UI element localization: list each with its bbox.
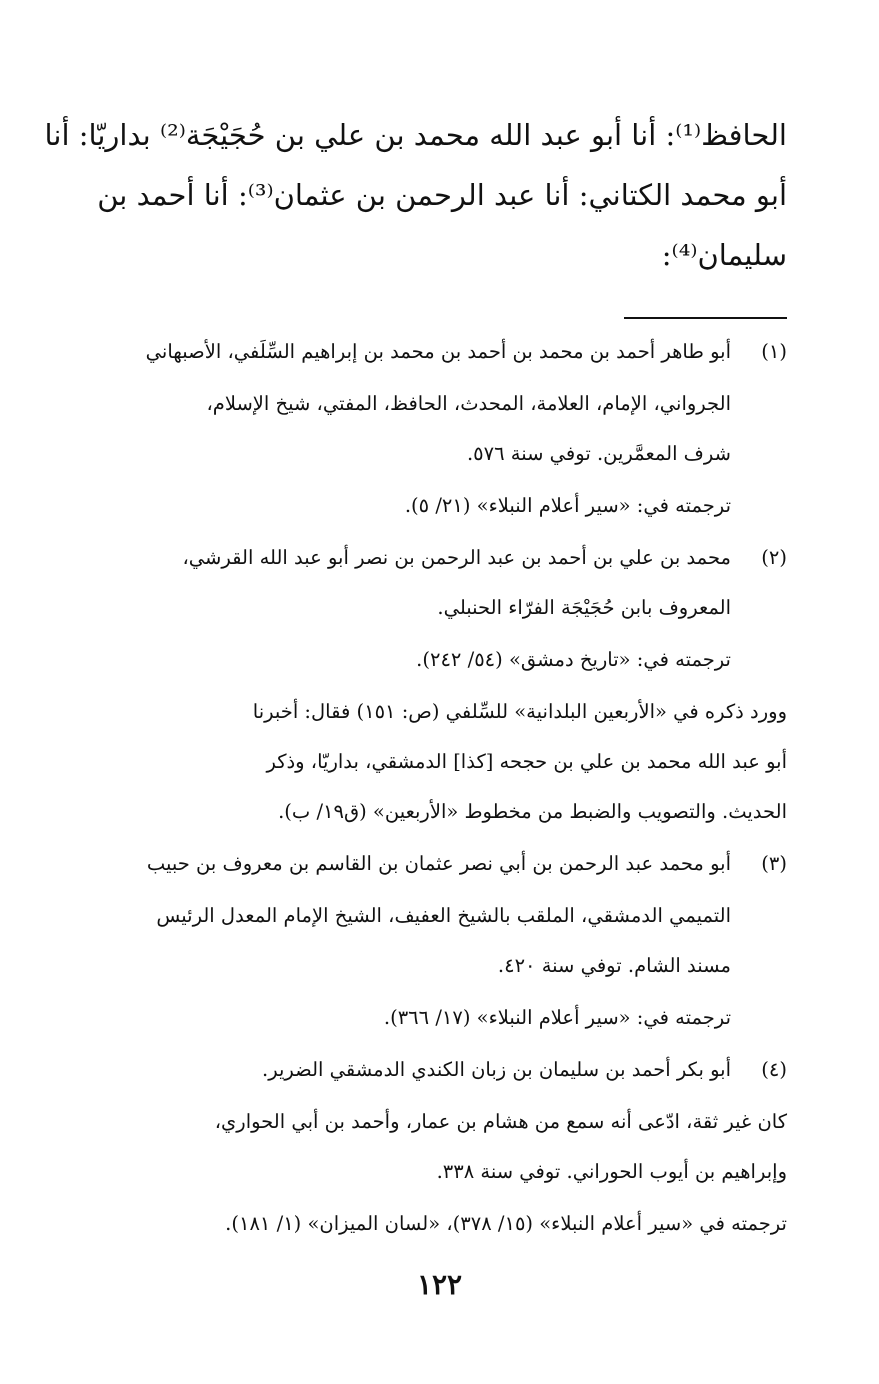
- footnote-line: مسند الشام. توفي سنة ٤٢٠.: [497, 954, 731, 977]
- footnote-line: أبو عبد الله محمد بن علي بن حجحه [كذا] الدمشقي، بداريّا، وذكر: [266, 750, 787, 773]
- main-text-line-2: أبو محمد الكتاني: أنا عبد الرحمن بن عثمان⁽³⁾: أنا أحمد بن: [97, 178, 787, 212]
- footnote-line: ترجمته في: «سير أعلام النبلاء» (١٧/ ٣٦٦).: [383, 1006, 731, 1029]
- footnote-line: التميمي الدمشقي، الملقب بالشيخ العفيف، الشيخ الإمام المعدل الرئيس: [156, 904, 731, 927]
- footnote-line: الحديث. والتصويب والضبط من مخطوط «الأربعين» (ق١٩/ ب).: [278, 800, 787, 823]
- footnote-line: وورد ذكره في «الأربعين البلدانية» للسِّلفي (ص: ١٥١) فقال: أخبرنا: [252, 700, 787, 723]
- footnote-line: ترجمته في «سير أعلام النبلاء» (١٥/ ٣٧٨)، «لسان الميزان» (١/ ١٨١).: [225, 1212, 787, 1235]
- footnote-line: وإبراهيم بن أيوب الحوراني. توفي سنة ٣٣٨.: [436, 1160, 787, 1183]
- footnote-line: ترجمته في: «تاريخ دمشق» (٥٤/ ٢٤٢).: [416, 648, 731, 671]
- footnote-number: (١): [761, 340, 787, 363]
- footnote-line: أبو طاهر أحمد بن محمد بن أحمد بن محمد بن إبراهيم السِّلَفي، الأصبهاني: [145, 340, 731, 363]
- page-number: ١٢٢: [416, 1268, 463, 1301]
- footnote-divider: [624, 317, 787, 319]
- footnote-line: الجرواني، الإمام، العلامة، المحدث، الحافظ، المفتي، شيخ الإسلام،: [206, 392, 731, 415]
- footnote-number: (٤): [761, 1058, 787, 1081]
- footnote-number: (٣): [761, 852, 787, 875]
- footnote-line: ترجمته في: «سير أعلام النبلاء» (٢١/ ٥).: [404, 494, 731, 517]
- footnote-line: شرف المعمَّرين. توفي سنة ٥٧٦.: [466, 442, 731, 465]
- footnote-line: أبو بكر أحمد بن سليمان بن زبان الكندي الدمشقي الضرير.: [262, 1058, 731, 1081]
- main-text-line-1: الحافظ⁽¹⁾: أنا أبو عبد الله محمد بن علي بن حُجَيْجَة⁽²⁾ بداريّا: أنا: [44, 118, 787, 152]
- footnote-number: (٢): [761, 546, 787, 569]
- footnote-line: أبو محمد عبد الرحمن بن أبي نصر عثمان بن القاسم بن معروف بن حبيب: [146, 852, 731, 875]
- main-text: [44, 105, 787, 285]
- main-text-line-3: سليمان⁽⁴⁾:: [661, 238, 787, 272]
- footnote-line: كان غير ثقة، ادّعى أنه سمع من هشام بن عمار، وأحمد بن أبي الحواري،: [214, 1110, 787, 1133]
- footnote-line: المعروف بابن حُجَيْجَة الفرّاء الحنبلي.: [437, 596, 731, 619]
- footnote-line: محمد بن علي بن أحمد بن عبد الرحمن بن نصر أبو عبد الله القرشي،: [182, 546, 731, 569]
